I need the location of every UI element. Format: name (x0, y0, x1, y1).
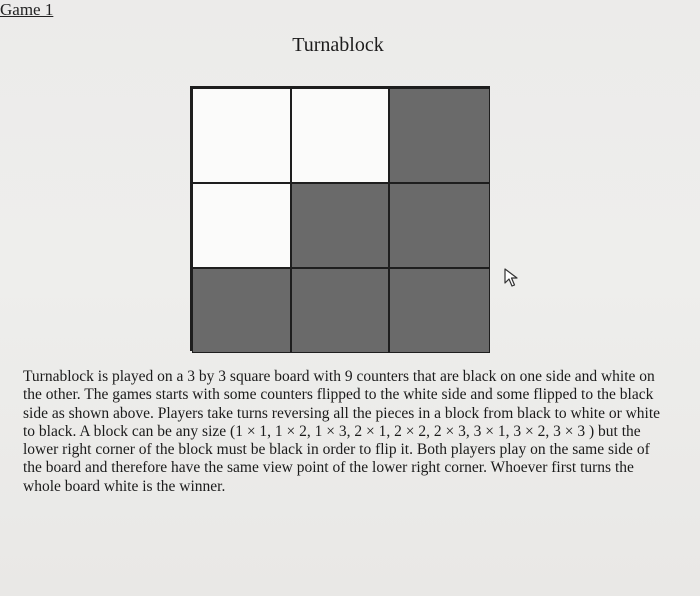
board-cell-1-1 (291, 183, 389, 268)
mouse-pointer-icon (503, 268, 521, 288)
board-cell-2-2 (389, 268, 490, 353)
board-cell-1-0 (192, 183, 291, 268)
turnablock-board (190, 86, 490, 351)
board-cell-1-2 (389, 183, 490, 268)
board-cell-0-0 (192, 88, 291, 183)
board-cell-0-2 (389, 88, 490, 183)
board-cell-0-1 (291, 88, 389, 183)
game-label: Game 1 (0, 0, 54, 19)
board-cell-2-0 (192, 268, 291, 353)
rules-description: Turnablock is played on a 3 by 3 square board with 9 counters that are black on one side and white on the other. The games starts with some counters flipped to the white side and some flipped to the black side as shown above. Players take turns reversing all the pieces in a block from black to white or white to black. A block can be any size (1 × 1, 1 × 2, 1 × 3, 2 × 1, 2 × 2, 2 × 3, 3 × 1, 3 × 2, 3 × 3 ) but the lower right corner of the block must be black in order to flip it. Both players play on the same side of the board and therefore have the same view point of the lower right corner. Whoever first turns the whole board white is the winner. (23, 368, 661, 495)
board-cell-2-1 (291, 268, 389, 353)
page-title: Turnablock (292, 34, 384, 56)
